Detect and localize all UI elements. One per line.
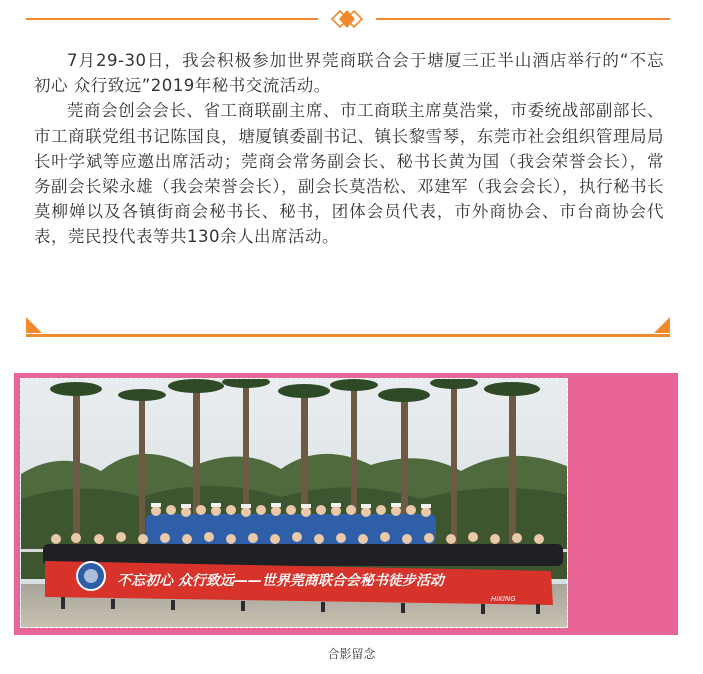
article-paragraph: 7月29-30日，我会积极参加世界莞商联合会于塘厦三正半山酒店举行的“不忘初心 众行致远”2019年秘书交流活动。 bbox=[34, 51, 664, 96]
corner-triangle-left bbox=[26, 317, 42, 333]
bottom-divider bbox=[26, 334, 670, 337]
photo-frame bbox=[14, 373, 678, 635]
group-photo-illustration bbox=[21, 379, 568, 628]
banner-subtext: HIKING bbox=[491, 595, 516, 603]
article-paragraph: 莞商会创会会长、省工商联副主席、市工商联主席莫浩棠，市委统战部副部长、市工商联党组书记陈国良，塘厦镇委副书记、镇长黎雪琴，东莞市社会组织管理局局长叶学斌等应邀出席活动；莞商会常务副会长、秘书长黄为国（我会荣誉会长），常务副会长梁永雄（我会荣誉会长），副会长莫浩松、邓建军（我会会长），执行秘书长莫柳婵以及各镇街商会秘书长、秘书，团体会员代表，市外商协会、市台商协会代表，莞民投代表等共130余人出席活动。 bbox=[34, 101, 664, 247]
diamond-ornament bbox=[318, 7, 376, 31]
photo-caption: 合影留念 bbox=[327, 647, 376, 661]
group-photo[interactable] bbox=[20, 378, 568, 628]
banner-text: 不忘初心 众行致远——世界莞商联合会秘书徒步活动 bbox=[117, 573, 444, 589]
article-body bbox=[34, 48, 664, 250]
corner-triangle-right bbox=[654, 317, 670, 333]
